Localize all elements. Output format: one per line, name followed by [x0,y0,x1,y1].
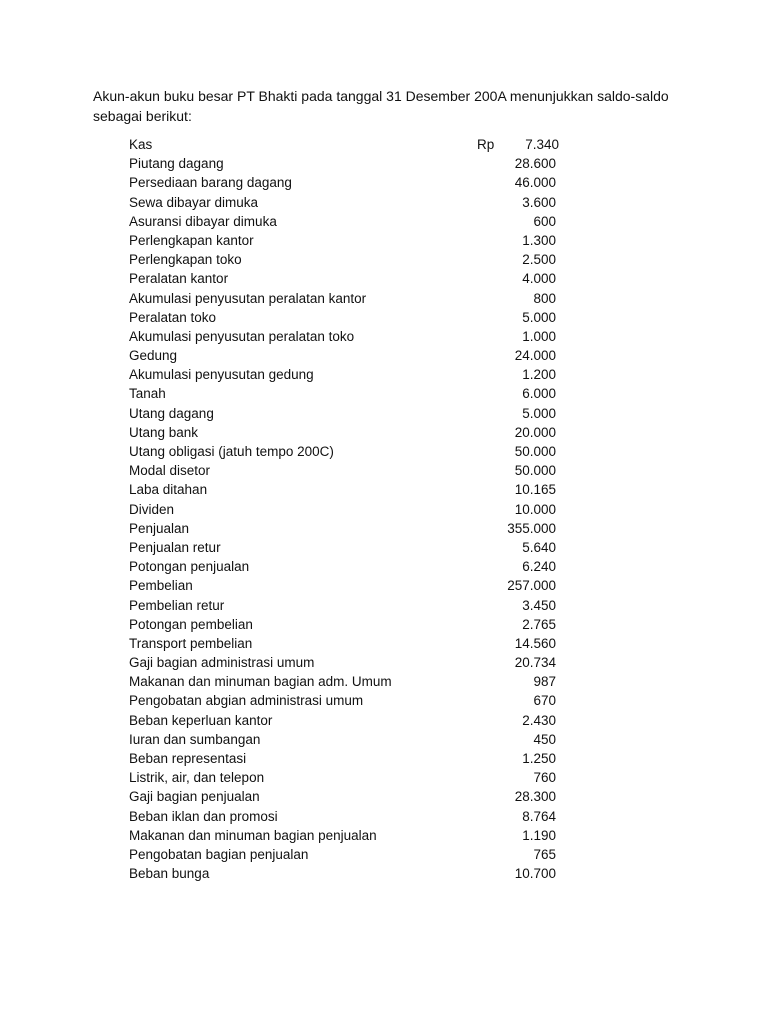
account-amount: 20.000 [514,424,556,440]
account-amount: 800 [533,290,556,306]
account-amount: 10.165 [514,482,556,498]
ledger-row [129,576,569,595]
account-amount: 355.000 [507,520,556,536]
ledger-row [129,807,569,826]
account-name: Beban keperluan kantor [129,712,273,728]
ledger-row [129,557,569,576]
ledger-row [129,442,569,461]
account-amount: 1.000 [522,328,556,344]
ledger-balance-list [129,135,569,883]
ledger-row [129,672,569,691]
account-amount: 14.560 [514,635,556,651]
ledger-row [129,308,569,327]
account-amount: 20.734 [514,655,556,671]
account-name: Peralatan toko [129,309,217,325]
account-name: Beban bunga [129,866,210,882]
account-name: Perlengkapan kantor [129,232,254,248]
account-name: Modal disetor [129,463,211,479]
account-amount: 5.000 [522,309,556,325]
ledger-row [129,289,569,308]
ledger-row [129,231,569,250]
account-name: Pengobatan bagian penjualan [129,846,309,862]
ledger-row [129,596,569,615]
account-amount: 50.000 [514,463,556,479]
account-name: Transport pembelian [129,635,253,651]
ledger-row [129,711,569,730]
account-name: Beban representasi [129,751,247,766]
ledger-row [129,212,569,231]
account-name: Gaji bagian penjualan [129,789,260,805]
account-amount: 257.000 [507,578,556,594]
account-amount: 987 [533,674,556,690]
ledger-row [129,691,569,710]
account-amount: 760 [533,770,556,786]
account-name: Penjualan [129,520,190,536]
account-amount: 8.764 [522,808,556,824]
ledger-row [129,480,569,499]
account-name: Potongan pembelian [129,616,253,632]
account-name: Pembelian retur [129,597,225,613]
account-amount: 1.200 [522,367,556,383]
account-amount: 28.600 [514,156,556,172]
ledger-row [129,154,569,173]
ledger-row [129,365,569,384]
account-name: Makanan dan minuman bagian adm. Umum [129,674,392,690]
ledger-row [129,730,569,749]
ledger-row [129,519,569,538]
account-name: Asuransi dibayar dimuka [129,213,277,229]
account-amount: 10.700 [514,866,556,882]
account-amount: 3.600 [522,194,556,210]
account-amount: 28.300 [514,789,556,805]
account-name: Perlengkapan toko [129,252,242,268]
account-amount: 7.340 [525,137,559,152]
account-name: Peralatan kantor [129,271,229,287]
account-amount: 765 [533,846,556,862]
account-name: Utang obligasi (jatuh tempo 200C) [129,444,334,459]
currency-label: Rp [477,137,495,152]
intro-line-2: sebagai berikut: [93,108,192,124]
ledger-row [129,538,569,557]
account-name: Listrik, air, dan telepon [129,770,265,786]
account-amount: 1.300 [522,232,556,248]
account-name: Tanah [129,386,166,402]
account-amount: 2.765 [522,616,556,632]
ledger-row [129,768,569,787]
ledger-row [129,135,569,154]
account-name: Utang dagang [129,405,214,421]
ledger-row [129,634,569,653]
account-name: Pembelian [129,578,193,594]
ledger-row [129,845,569,864]
intro-paragraph [93,86,683,126]
account-amount: 46.000 [514,175,556,191]
ledger-row [129,500,569,519]
account-name: Gedung [129,348,178,364]
account-name: Akumulasi penyusutan peralatan kantor [129,290,367,306]
account-name: Potongan penjualan [129,559,250,575]
ledger-row [129,346,569,365]
ledger-row [129,653,569,672]
account-name: Iuran dan sumbangan [129,731,261,747]
account-name: Akumulasi penyusutan peralatan toko [129,328,355,344]
account-name: Penjualan retur [129,539,221,555]
account-name: Sewa dibayar dimuka [129,194,259,210]
ledger-row [129,404,569,423]
account-amount: 3.450 [522,597,556,613]
account-name: Makanan dan minuman bagian penjualan [129,827,377,843]
account-amount: 2.500 [522,252,556,268]
ledger-row [129,173,569,192]
account-name: Dividen [129,501,175,517]
account-amount: 6.240 [522,559,556,575]
ledger-row [129,864,569,883]
account-amount: 5.640 [522,539,556,555]
account-amount: 1.190 [522,827,556,843]
account-amount: 670 [533,693,556,709]
intro-line-1: Akun-akun buku besar PT Bhakti pada tanggal 31 Desember 200A menunjukkan saldo-saldo [93,88,669,104]
account-amount: 2.430 [522,712,556,728]
account-name: Pengobatan abgian administrasi umum [129,693,364,709]
account-amount: 50.000 [514,444,556,459]
ledger-row [129,250,569,269]
ledger-row [129,384,569,403]
ledger-row [129,269,569,288]
account-name: Persediaan barang dagang [129,175,292,191]
account-amount: 10.000 [514,501,556,517]
account-name: Utang bank [129,424,199,440]
account-amount: 600 [533,213,556,229]
ledger-row [129,615,569,634]
ledger-row [129,193,569,212]
account-amount: 24.000 [514,348,556,364]
account-amount: 6.000 [522,386,556,402]
ledger-row [129,749,569,768]
ledger-row [129,423,569,442]
account-amount: 5.000 [522,405,556,421]
ledger-row [129,826,569,845]
account-name: Piutang dagang [129,156,224,172]
ledger-row [129,461,569,480]
account-name: Beban iklan dan promosi [129,808,278,824]
account-amount: 450 [533,731,556,747]
ledger-row [129,787,569,806]
ledger-row [129,327,569,346]
account-name: Laba ditahan [129,482,208,498]
account-name: Akumulasi penyusutan gedung [129,367,314,383]
account-name: Kas [129,137,153,152]
account-amount: 4.000 [522,271,556,287]
account-name: Gaji bagian administrasi umum [129,655,315,671]
account-amount: 1.250 [522,751,556,766]
